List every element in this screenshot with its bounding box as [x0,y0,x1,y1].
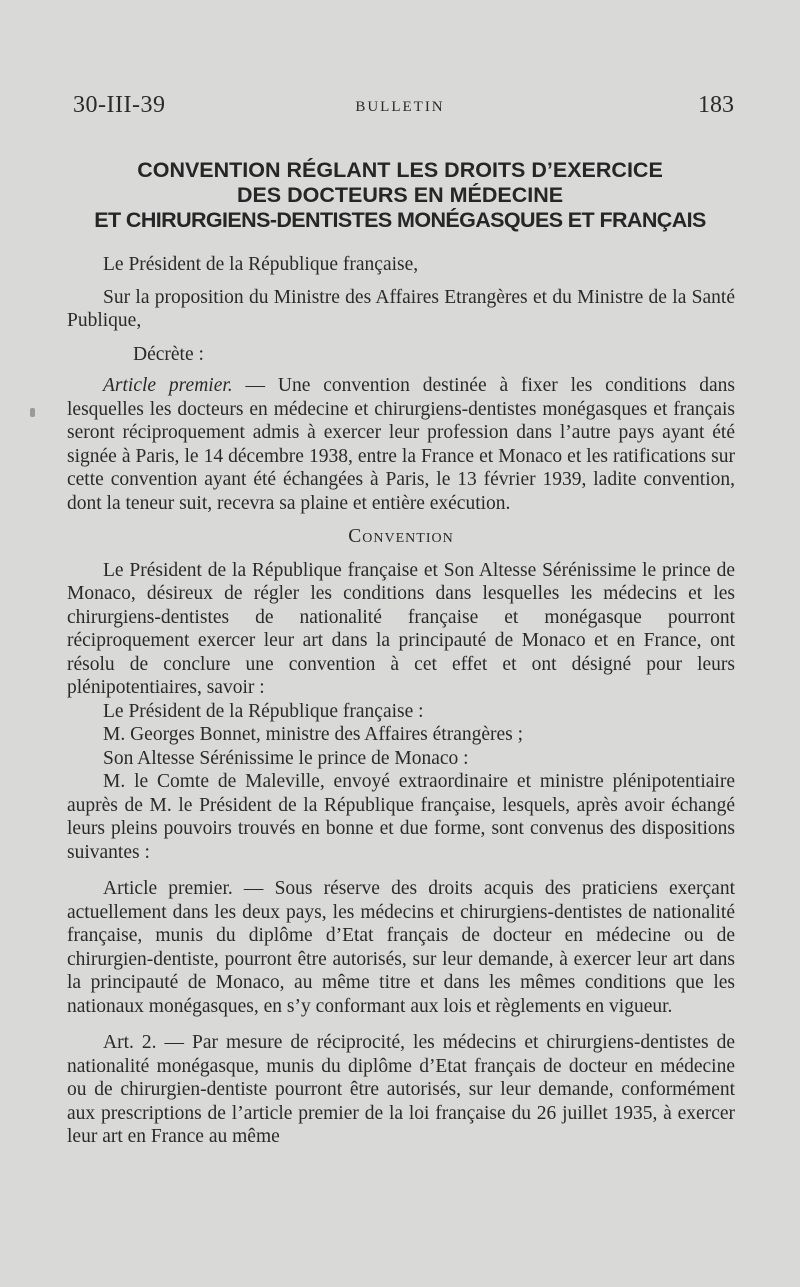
preamble-decrete: Décrète : [133,343,204,365]
document-body [67,253,735,1149]
convention-article-1: Article premier. — Sous réserve des droits acquis des praticiens exerçant actuellement dans les deux pays, les médecins et chirurgiens-dentistes de nationalité française, munis du diplôme d’Etat français de docteur en médecine ou de chirurgien-dentiste, pourront être autorisés, sur leur demande, à exercer leur art dans la principauté de Monaco, au même titre et dans les mêmes conditions que les nationaux monégasques, en s’y conformant aux lois et règlements en vigueur. [67,878,735,1017]
article-premier-label: Article premier. [103,375,233,396]
margin-mark [30,408,35,417]
convention-heading: Convention [348,526,454,547]
convention-maleville-paragraph: M. le Comte de Maleville, envoyé extraordinaire et ministre plénipotentiaire auprès de M. le Président de la République française, lesquels, après avoir échangé leurs pleins pouvoirs trouvés en bonne et due forme, sont convenus des dispositions suivantes : [67,771,735,863]
convention-intro: Le Président de la République française et Son Altesse Sérénissime le prince de Monaco, désireux de régler les conditions dans lesquelles les médecins et les chirurgiens-dentistes de nationalité française et monégasque pourront réciproquement exercer leur art dans la principauté de Monaco et en France, ont résolu de conclure une convention à cet effet et ont désigné pour leurs plénipotentiaires, savoir : [67,559,735,698]
convention-article-2: Art. 2. — Par mesure de réciprocité, les médecins et chirurgiens-dentistes de nationalité monégasque, munis du diplôme d’Etat français de docteur en médecine ou de chirurgien-dentiste pourront être autorisés, sur leur demande, conformément aux prescriptions de l’article premier de la loi française du 26 juillet 1935, à exercer leur art en France au même [67,1032,735,1147]
convention-president-line: Le Président de la République française : [103,700,424,722]
preamble-president: Le Président de la République française, [103,254,419,275]
title-line-3: ET CHIRURGIENS-DENTISTES MONÉGASQUES ET FRANÇAIS [94,208,706,232]
document-title [70,158,730,233]
convention-bonnet-line: M. Georges Bonnet, ministre des Affaires étrangères ; [103,724,524,745]
preamble-proposition: Sur la proposition du Ministre des Affaires Etrangères et du Ministre de la Santé Publique, [67,286,735,331]
article-premier-paragraph [67,374,735,515]
header-publication: BULLETIN [355,99,445,115]
header-page-number: 183 [698,92,734,118]
article-premier-text: — Une convention destinée à fixer les conditions dans lesquelles les docteurs en médecine et chirurgiens-dentistes monégasques et français seront réciproquement admis à exercer leur profession dans l’autre pays ayant été signée à Paris, le 14 décembre 1938, entre la France et Monaco et les ratifications sur cette convention ayant été échangées à Paris, le 13 février 1939, ladite convention, dont la teneur suit, recevra sa plaine et entière exécution. [67,375,736,514]
title-line-2: DES DOCTEURS EN MÉDECINE [236,183,564,207]
convention-prince-line: Son Altesse Sérénissime le prince de Monaco : [103,747,469,769]
header-date: 30-III-39 [73,92,166,118]
title-line-1: CONVENTION RÉGLANT LES DROITS D’EXERCICE [137,158,663,182]
